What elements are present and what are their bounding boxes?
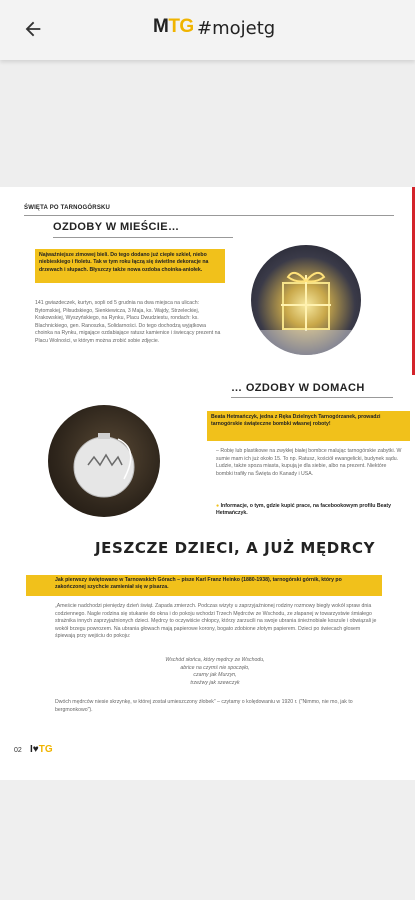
- city-body: 141 gwiazdeczek, kurtyn, sopli od 5 grudnia na dwa miejsca na ulicach: Bytomskiej, Piłsudskiego, Sienkiewicza, 3 Maja, ks. Wajdy, Strzeleckiej, Krakowskiej, Wyszyńskiego, na Rynku, Placu Dwudziestu, rondach: ks. Blachnickiego, gen. Ranoszka, Solidarności. Do tego dochodzą wyjątkowa choinka na Rynku, migające ozdabiające ratusz kamienice i świecący prezent na Placu Wolności, w którym można zrobić sobie zdjęcie.: [35, 300, 221, 344]
- city-heading: OZDOBY W MIEŚCIE…: [53, 221, 180, 233]
- home-intro-text: Beata Hetmańczyk, jedna z Ręka Dzielnych Tarnogórzanek, prowadzi tarnogórskie świąteczne bombki własnej roboty!: [211, 414, 381, 428]
- poem-line: trzeźwy jak szewczyk: [190, 679, 240, 686]
- poem-line: czarny jak Murzyn,: [193, 672, 237, 679]
- carol-poem: [110, 657, 320, 687]
- wise-intro-box: [26, 575, 382, 596]
- home-body: – Robię lub plastikowe na zwykłej białej bombce malując tarnogórskie zabytki. W sumie mam ich już około 15. To np. Ratusz, kościół ewangelicki, budynek sądu. Ludzie, także spoza miasta, kupują je dla siebie, albo na prezent. Niektóre bombki trafiły na Święta do Kanady i USA.: [216, 448, 402, 477]
- gift-lights-image: [251, 245, 361, 355]
- wise-end: Dwóch mędrców niesie skrzynkę, w której został umieszczony żłobek” – czytamy o kolędowaniu w 1920 r. ("Nimmo, nie mo, jak to bergmonkowo").: [55, 699, 353, 713]
- poem-line: Wschód słońca, który mędrcy ze Wschodu,: [165, 657, 265, 663]
- divider: [53, 237, 233, 238]
- poem-line: abrice na czymś nie spoczęło,: [180, 664, 250, 671]
- footer-logo: I♥TG: [30, 744, 53, 755]
- magazine-page[interactable]: [0, 187, 415, 780]
- page-number: 02: [14, 747, 22, 754]
- divider: [24, 215, 394, 216]
- section-label: ŚWIĘTA PO TARNOGÓRSKU: [24, 205, 111, 211]
- bullet-icon: ●: [216, 503, 220, 509]
- ornament-photo: [48, 405, 160, 517]
- city-intro-text: Najważniejsze zimowej bieli. Do tego dodano już ciepłe szkieł, niebo niebieskiego i fioletu. Tak w tym roku łączą się świetlne dekoracje na drzewach i słupach. Błyszczy także nowa ozdoba choinka-aniołek.: [39, 252, 209, 273]
- background-bottom: [0, 780, 415, 900]
- hashtag-title: #mojetg: [197, 18, 276, 39]
- wise-intro-text: Jak pierwszy świętowano w Tarnowskich Górach – pisze Karl Franz Heinko (1880-1938), tarnogórski górnik, który po zakończonej szychcie zamieniał się w pisarza.: [55, 577, 342, 591]
- app-logo: MTG: [153, 16, 194, 37]
- app-bar: [0, 0, 415, 60]
- home-info-text: Informacje, o tym, gdzie kupić prace, na facebookowym profilu Beaty Hetmańczyk.: [216, 503, 391, 517]
- main-title: JESZCZE DZIECI, A JUŻ MĘDRCY: [95, 539, 376, 557]
- arrow-left-icon[interactable]: [22, 18, 44, 40]
- home-info: [216, 503, 406, 518]
- divider: [231, 397, 393, 398]
- city-intro-box: [35, 249, 225, 283]
- home-intro-box: [207, 411, 410, 441]
- wise-body: „Ameście nadchodzi pieniędzy dzień świąt. Zapada zmierzch. Podczas wizyty u zaprzyjaźnionej rodziny rozmowy biegły wokół spraw dnia codziennego. Nagle rodzina się stukanie do okna i do pokoju wchodzi Trzech Mędrców ze Wschodu, ze złapanej w towarzystwie śmiałego strażnika innych zaprzyjaźnionych dzieci. Mędrcy to oczywiście chłopcy, którzy zarzucili na swoje ubrania śnieżnobiałe koszule i obwiązali je wokół brzegu powrozem. Na ubrania głowach mają papierowe korony, bogato zdobione złotym papierem. Dzieci po świecach głosem śpiewają przy wejściu do pokoju:: [55, 603, 377, 640]
- city-decoration-photo: [251, 245, 361, 355]
- bauble-image: [48, 405, 160, 517]
- home-heading: … OZDOBY W DOMACH: [231, 382, 365, 394]
